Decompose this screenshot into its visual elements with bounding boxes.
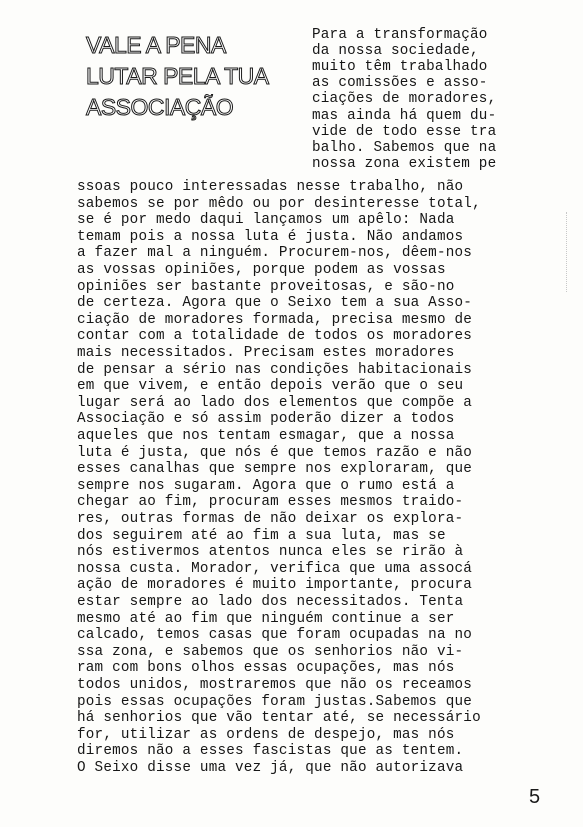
page-number: 5 [529, 786, 541, 808]
body-line: sabemos se por mêdo ou por desinteresse total, [77, 195, 481, 212]
body-line: nossa custa. Morador, verifica que uma assocá [77, 560, 473, 577]
body-line: as vossas opiniões, porque podem as vossas [77, 262, 446, 278]
body-line: temam pois a nossa luta é justa. Não andamos [77, 228, 464, 245]
body-line: vide de todo esse tra [312, 123, 497, 140]
body-line: de certeza. Agora que o Seixo tem a sua Asso- [77, 295, 473, 312]
body-line: mais necessitados. Precisam estes moradores [77, 345, 455, 361]
body-line: ação de moradores é muito importante, procura [77, 577, 473, 594]
body-line: há senhorios que vão tentar até, se necessário [77, 710, 481, 727]
body-line: mas ainda há quem du- [312, 107, 497, 124]
article-headline [86, 30, 291, 123]
body-line: aqueles que nos tentam esmagar, que a nossa [77, 428, 455, 444]
body-line: ciações de moradores, [312, 91, 497, 108]
body-line: ciação de moradores formada, precisa mesmo de [77, 311, 473, 328]
body-line: em que vivem, e então depois verão que o seu [77, 378, 464, 395]
body-line: chegar ao fim, procuram esses mesmos traido- [77, 494, 464, 511]
body-line: calcado, temos casas que foram ocupadas na no [77, 627, 473, 644]
body-line: luta é justa, que nós é que temos razão e não [77, 444, 473, 461]
body-line: Para a transformação [312, 27, 488, 43]
body-line: sempre nos sugaram. Agora que o rumo está a [77, 477, 455, 494]
body-line: balho. Sabemos que na [312, 139, 497, 156]
body-line: de pensar a sério nas condições habitacionais [77, 361, 473, 378]
body-line: nós estivermos atentos nunca eles se rirão à [77, 544, 464, 561]
body-line: O Seixo disse uma vez já, que não autorizava [77, 760, 464, 776]
body-line: ssoas pouco interessadas nesse trabalho, não [77, 179, 464, 195]
body-line: a fazer mal a ninguém. Procurem-nos, dêem-nos [77, 245, 473, 262]
body-line: ram com bons olhos essas ocupações, mas nós [77, 660, 455, 677]
body-line: contar com a totalidade de todos os moradores [77, 328, 473, 345]
headline-line: VALE A PENA [86, 32, 226, 58]
body-line: se é por medo daqui lançamos um apêlo: Nada [77, 212, 455, 229]
headline-line: ASSOCIAÇÃO [86, 94, 234, 120]
headline-line: LUTAR PELA TUA [86, 63, 269, 89]
body-line: dos seguirem até ao fim a sua luta, mas se [77, 527, 446, 544]
body-line: opiniões ser bastante proveitosas, e são-no [77, 278, 455, 295]
body-line: muito têm trabalhado [312, 59, 488, 76]
body-line: todos unidos, mostraremos que não os receamos [77, 677, 473, 693]
body-line: Associação e só assim poderão dizer a todos [77, 411, 455, 428]
margin-mark [556, 212, 567, 292]
body-line: as comissões e asso- [312, 75, 488, 92]
body-line: diremos não a esses fascistas que as tentem. [77, 743, 464, 760]
body-line: ssa zona, e sabemos que os senhorios não vi- [77, 643, 464, 660]
body-line: lugar será ao lado dos elementos que compõe a [77, 394, 473, 411]
body-line: pois essas ocupações foram justas.Sabemos que [77, 693, 473, 710]
body-line: mesmo até ao fim que ninguém continue a ser [77, 610, 455, 627]
body-line: da nossa sociedade, [312, 43, 479, 60]
body-line: esses canalhas que sempre nos exploraram, que [77, 461, 473, 478]
body-line: nossa zona existem pe [312, 155, 497, 172]
body-line: res, outras formas de não deixar os explora- [77, 511, 464, 527]
body-line: estar sempre ao lado dos necessitados. Tenta [77, 594, 464, 610]
body-line: for, utilizar as ordens de despejo, mas nós [77, 726, 455, 743]
